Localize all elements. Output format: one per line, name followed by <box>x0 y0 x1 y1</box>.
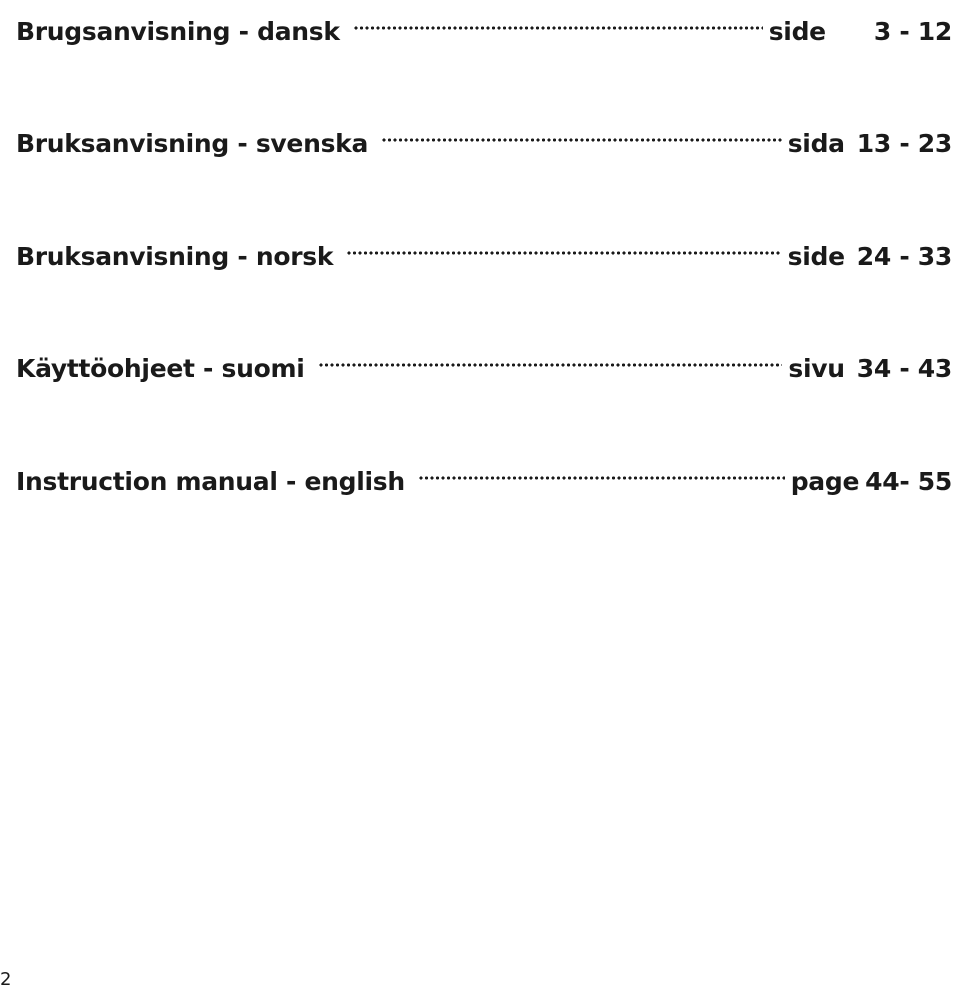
dot-leader <box>319 337 783 377</box>
dot-leader <box>347 225 781 265</box>
dot-leader <box>354 0 763 40</box>
toc-entry-title: Käyttöohjeet - suomi <box>16 354 305 383</box>
toc-entry-page-label: side <box>787 242 845 271</box>
toc-entry-title: Bruksanvisning - norsk <box>16 242 334 271</box>
toc-entry-svenska <box>16 112 952 158</box>
toc-entry-page-label: side <box>768 17 826 46</box>
toc-entry-title: Brugsanvisning - dansk <box>16 17 340 46</box>
toc-entry-page-range: 34 - 43 <box>856 354 952 383</box>
toc-entry-dansk <box>16 0 952 46</box>
toc-entry-title: Bruksanvisning - svenska <box>16 129 369 158</box>
toc-entry-norsk <box>16 225 952 271</box>
toc-entry-page-label: sida <box>787 129 845 158</box>
toc-entry-page-label: sivu <box>788 354 845 383</box>
toc-entry-suomi <box>16 337 952 383</box>
dot-leader <box>419 450 785 490</box>
toc-entry-page-range: 3 - 12 <box>873 17 952 46</box>
toc-entry-page-range: 44- 55 <box>865 467 952 496</box>
toc-entry-title: Instruction manual - english <box>16 467 405 496</box>
toc-entry-page-label: page <box>790 467 860 496</box>
toc-entry-page-range: 13 - 23 <box>856 129 952 158</box>
toc-entry-page-range: 24 - 33 <box>856 242 952 271</box>
dot-leader <box>382 112 782 152</box>
toc-entry-english <box>16 450 952 496</box>
page-number: 2 <box>0 969 12 990</box>
